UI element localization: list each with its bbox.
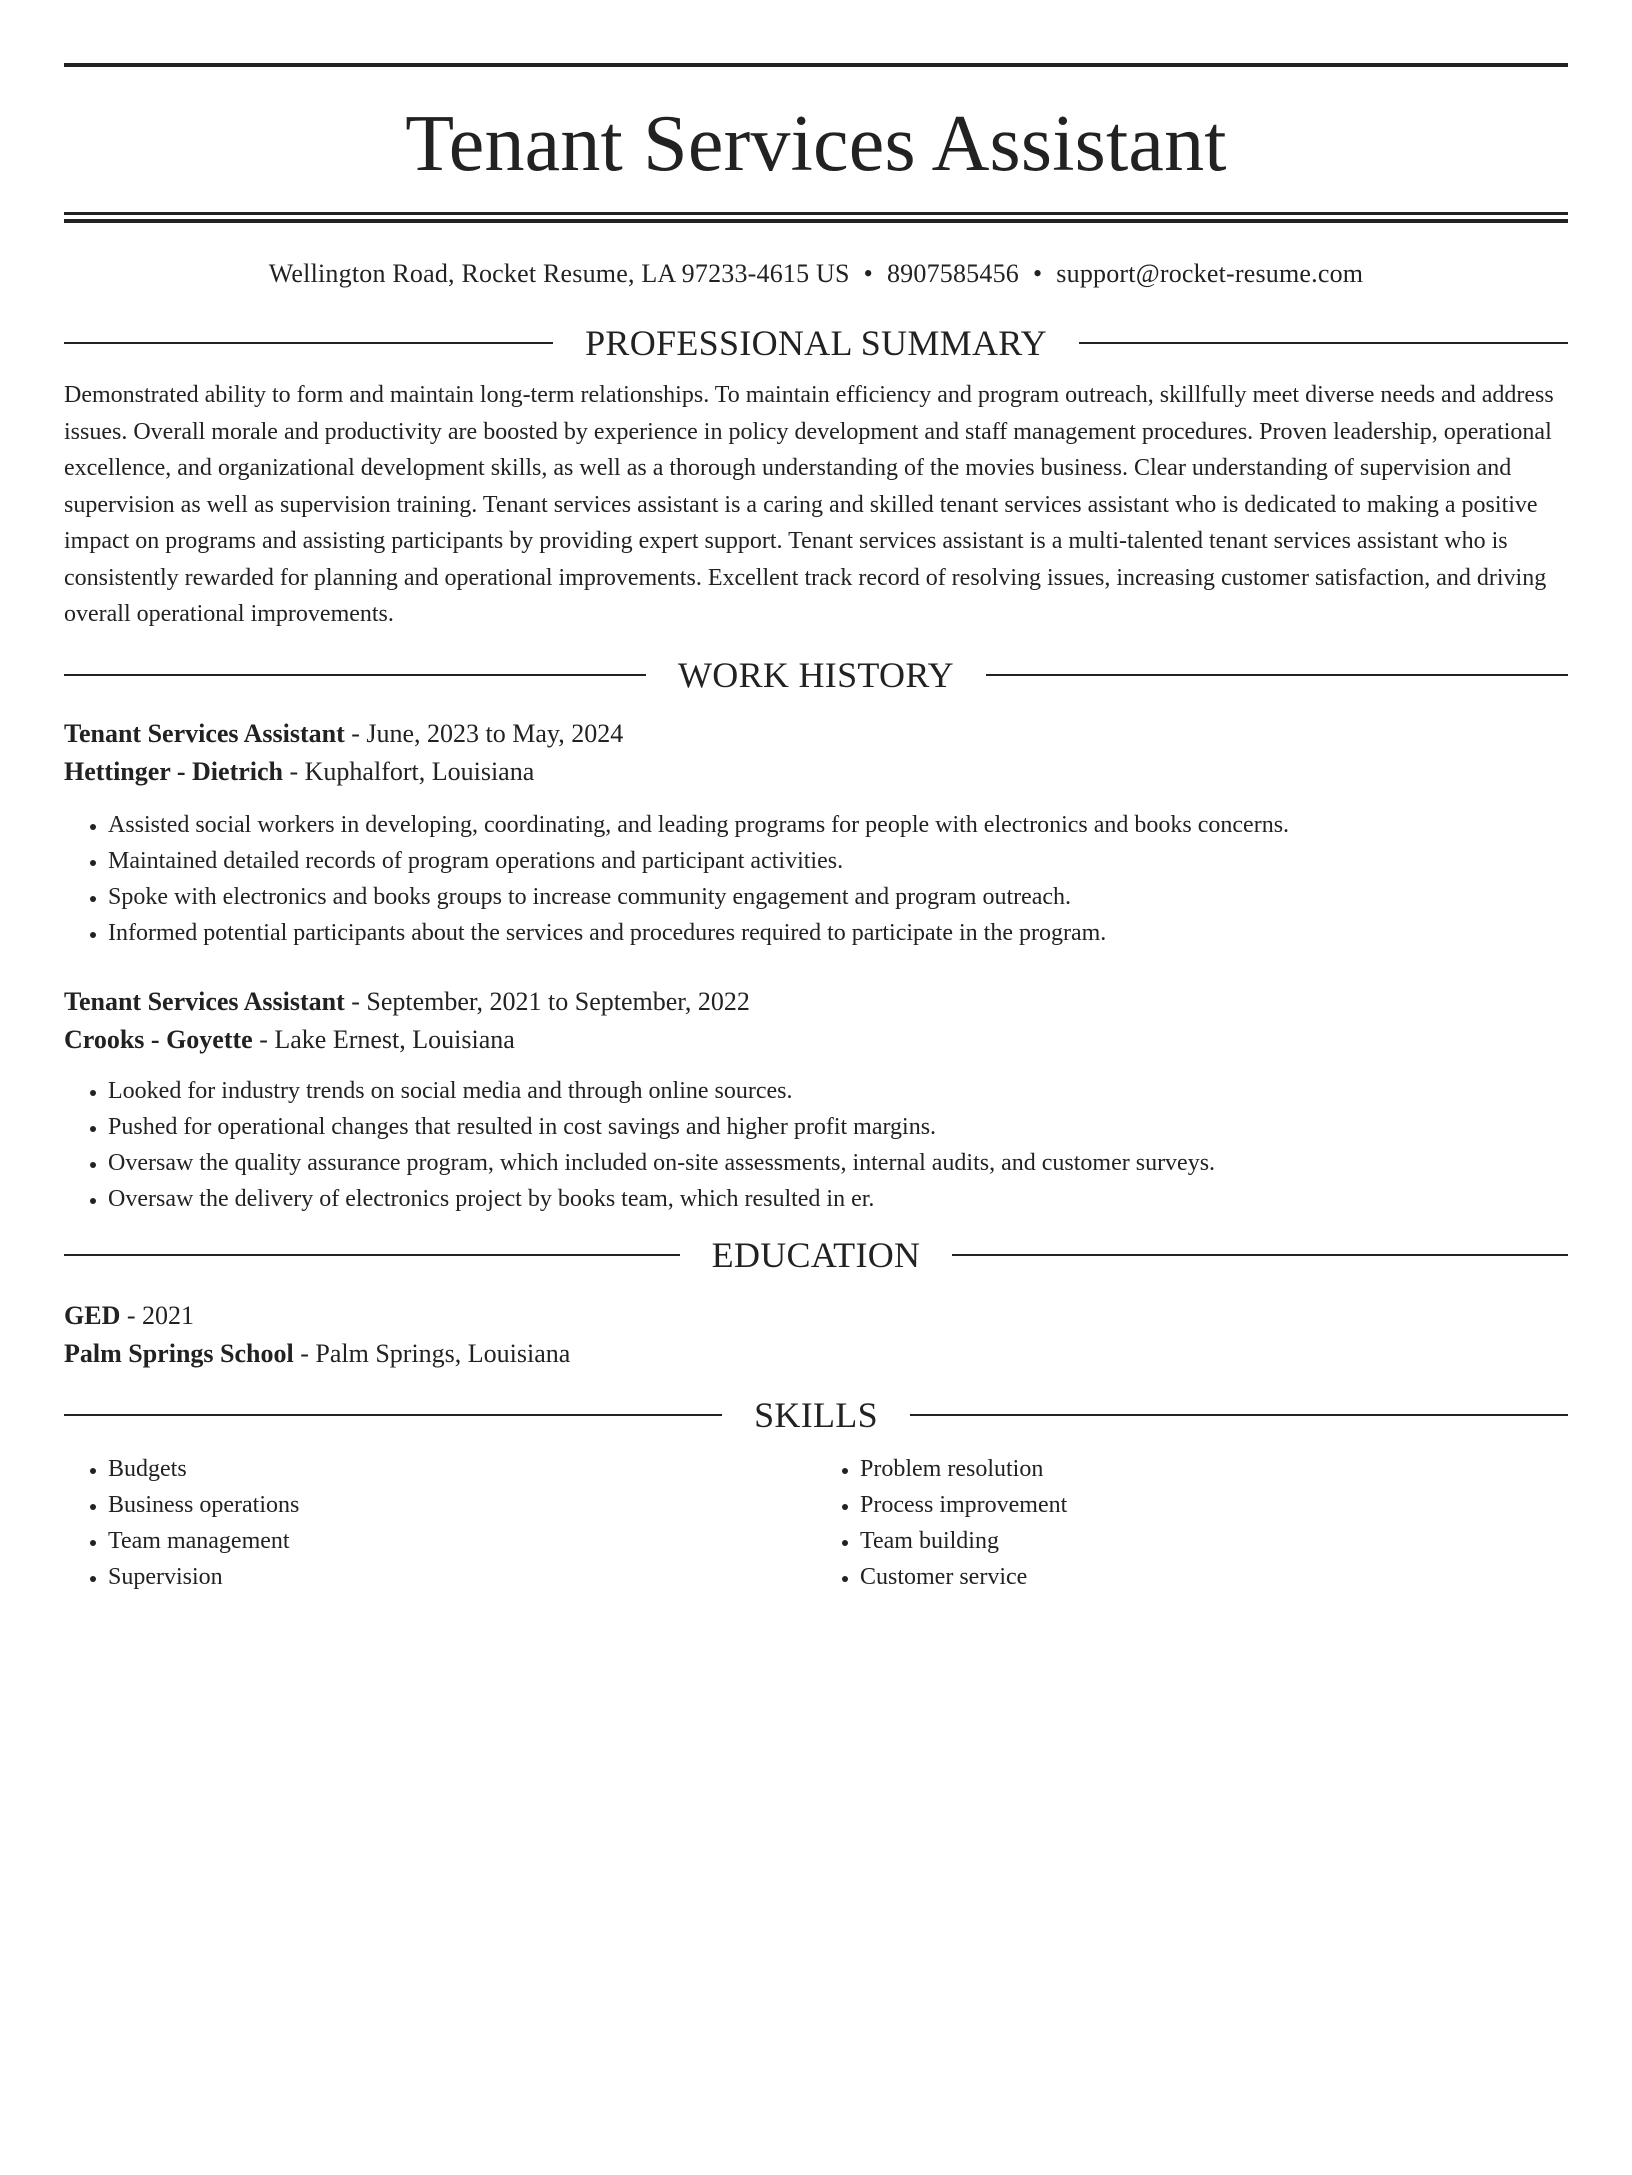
heading-rule-left <box>64 1254 680 1256</box>
page-title: Tenant Services Assistant <box>405 100 1227 188</box>
work-history-heading <box>64 655 1568 695</box>
contact-address: Wellington Road, Rocket Resume, LA 97233-4615 US <box>268 259 850 288</box>
skills-heading <box>64 1395 1568 1435</box>
education-school-line <box>64 1335 1568 1373</box>
skills-list-left <box>64 1451 816 1595</box>
education-degree: GED <box>64 1300 121 1330</box>
list-item: • Budgets <box>108 1451 816 1487</box>
job-entry <box>64 983 1568 1217</box>
job-title: Tenant Services Assistant <box>64 718 345 748</box>
list-item: • Supervision <box>108 1559 816 1595</box>
job-location: - Kuphalfort, Louisiana <box>283 756 535 786</box>
heading-rule-right <box>1079 342 1568 344</box>
summary-heading <box>64 323 1568 363</box>
heading-rule-left <box>64 674 646 676</box>
list-item: • Maintained detailed records of program operations and participant activities. <box>108 843 1568 879</box>
job-company-line <box>64 753 1568 791</box>
job-title-line <box>64 715 1568 753</box>
contact-phone: 8907585456 <box>886 259 1019 288</box>
list-item: • Spoke with electronics and books groups to increase community engagement and program outreach. <box>108 879 1568 915</box>
list-item: • Oversaw the delivery of electronics project by books team, which resulted in er. <box>108 1181 1568 1217</box>
list-item: • Assisted social workers in developing, coordinating, and leading programs for people with electronics and books concerns. <box>108 807 1568 843</box>
education-heading <box>64 1235 1568 1275</box>
heading-rule-right <box>952 1254 1568 1256</box>
contact-separator: • <box>863 259 873 288</box>
work-history-heading-label: WORK HISTORY <box>678 654 954 695</box>
skills-heading-label: SKILLS <box>754 1394 878 1435</box>
list-item: • Pushed for operational changes that resulted in cost savings and higher profit margins. <box>108 1109 1568 1145</box>
list-item: • Team management <box>108 1523 816 1559</box>
list-item: • Team building <box>860 1523 1568 1559</box>
job-title: Tenant Services Assistant <box>64 986 345 1016</box>
job-dates: - September, 2021 to September, 2022 <box>344 986 750 1016</box>
job-location: - Lake Ernest, Louisiana <box>252 1024 515 1054</box>
skills-grid <box>64 1451 1568 1595</box>
education-school: Palm Springs School <box>64 1338 294 1368</box>
job-company: Crooks - Goyette <box>64 1024 253 1054</box>
job-company: Hettinger - Dietrich <box>64 756 283 786</box>
heading-rule-right <box>986 674 1568 676</box>
job-entry <box>64 715 1568 951</box>
job-bullets <box>64 1073 1568 1217</box>
heading-rule-left <box>64 1414 722 1416</box>
summary-text: Demonstrated ability to form and maintain long-term relationships. To maintain efficiency and program outreach, skillfully meet diverse needs and address issues. Overall morale and productivity are boosted by experience in policy development and staff management procedures. Proven leadership, operational excellence, and organizational development skills, as well as a thorough understanding of the movies business. Clear understanding of supervision and supervision as well as supervision training. Tenant services assistant is a caring and skilled tenant services assistant who is dedicated to making a positive impact on programs and assisting participants by providing expert support. Tenant services assistant is a multi-talented tenant services assistant who is consistently rewarded for planning and operational improvements. Excellent track record of resolving issues, increasing customer satisfaction, and driving overall operational improvements. <box>64 382 1554 627</box>
list-item: • Customer service <box>860 1559 1568 1595</box>
list-item: • Looked for industry trends on social media and through online sources. <box>108 1073 1568 1109</box>
resume-page <box>0 63 1632 2175</box>
list-item: • Problem resolution <box>860 1451 1568 1487</box>
contact-email: support@rocket-resume.com <box>1056 259 1364 288</box>
skills-list-right <box>816 1451 1568 1595</box>
education-heading-label: EDUCATION <box>711 1234 921 1275</box>
job-bullets <box>64 807 1568 951</box>
list-item: • Informed potential participants about the services and procedures required to participate in the program. <box>108 915 1568 951</box>
top-rule <box>64 63 1568 67</box>
heading-rule-left <box>64 342 553 344</box>
job-company-line <box>64 1021 1568 1059</box>
job-title-line <box>64 983 1568 1021</box>
contact-line <box>64 259 1568 289</box>
list-item: • Process improvement <box>860 1487 1568 1523</box>
contact-separator: • <box>1032 259 1043 288</box>
education-degree-line <box>64 1297 1568 1335</box>
heading-rule-right <box>910 1414 1568 1416</box>
education-entry <box>64 1297 1568 1373</box>
job-dates: - June, 2023 to May, 2024 <box>344 718 624 748</box>
list-item: • Oversaw the quality assurance program, which included on-site assessments, internal audits, and customer surveys. <box>108 1145 1568 1181</box>
list-item: • Business operations <box>108 1487 816 1523</box>
title-double-rule <box>64 212 1568 223</box>
education-year: - 2021 <box>120 1300 195 1330</box>
summary-heading-label: PROFESSIONAL SUMMARY <box>585 323 1047 363</box>
education-location: - Palm Springs, Louisiana <box>293 1338 571 1368</box>
